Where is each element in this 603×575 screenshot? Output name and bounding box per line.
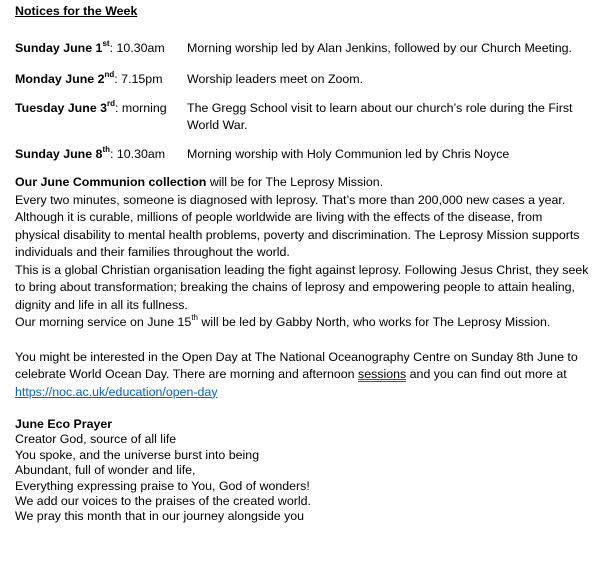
notice-row (15, 100, 590, 134)
communion-paragraph: Every two minutes, someone is diagnosed with leprosy. That’s more than 200,000 new cases a year. Although it is curable, millions of people worldwide are living with the effects of the disease, from physical disability to mental health problems, poverty and discrimination. The Leprosy Mission supports individuals and their families throughout the world. (15, 192, 580, 259)
notice-day: Tuesday June 3rd (15, 98, 116, 115)
communion-heading: Our June Communion collection (15, 175, 207, 189)
sessions-word: sessions (358, 367, 407, 381)
notice-row (15, 40, 590, 57)
notice-row (15, 71, 590, 88)
communion-paragraph: This is a global Christian organisation leading the fight against leprosy. Following Jesus Christ, they seek to bring about transformation; breaking the chains of leprosy and empowering people to attain healing, dignity and life in all its fullness. (15, 262, 589, 312)
notice-document (15, 3, 590, 525)
communion-heading-line: Our June Communion collection will be for The Leprosy Mission. (15, 175, 384, 189)
prayer-line: We pray this month that in our journey alongside you (15, 509, 305, 524)
notice-day: Monday June 2nd (15, 69, 115, 86)
page-title: Notices for the Week (15, 4, 138, 18)
notice-description: The Gregg School visit to learn about our church’s role during the First World War. (187, 101, 573, 132)
notice-when (15, 71, 187, 88)
open-day-paragraph: You might be interested in the Open Day at The National Oceanography Centre on Sunday 8th June to celebrate World Ocean Day. There are morning and afternoon sessions and you can find out more at https://noc.ac.uk/education/open-day (15, 349, 578, 399)
open-day-link[interactable]: https://noc.ac.uk/education/open-day (15, 384, 218, 399)
prayer-heading: June Eco Prayer (15, 417, 113, 431)
prayer-line: Abundant, full of wonder and life, (15, 463, 196, 478)
notice-time: : morning (115, 101, 167, 115)
notice-description: Morning worship with Holy Communion led by Chris Noyce (187, 147, 510, 161)
notice-when (15, 146, 187, 163)
prayer-section (15, 417, 590, 525)
notice-when (15, 40, 187, 57)
notice-day: Sunday June 1st (15, 38, 110, 55)
prayer-line: Everything expressing praise to You, God of wonders! (15, 478, 310, 493)
prayer-line: Creator God, source of all life (15, 432, 177, 447)
communion-service-note: Our morning service on June 15th will be led by Gabby North, who works for The Leprosy Mission. (15, 312, 551, 329)
notice-time: : 10.30am (110, 147, 166, 161)
communion-section (15, 174, 590, 332)
prayer-line: You spoke, and the universe burst into being (15, 447, 260, 462)
notice-time: : 10.30am (109, 41, 165, 55)
notice-time: : 7.15pm (114, 72, 163, 86)
notice-when (15, 100, 187, 134)
notice-row (15, 146, 590, 163)
notice-description: Morning worship led by Alan Jenkins, followed by our Church Meeting. (187, 41, 572, 55)
notice-description: Worship leaders meet on Zoom. (187, 72, 364, 86)
prayer-line: We add our voices to the praises of the created world. (15, 494, 311, 509)
notice-day: Sunday June 8th (15, 144, 111, 161)
